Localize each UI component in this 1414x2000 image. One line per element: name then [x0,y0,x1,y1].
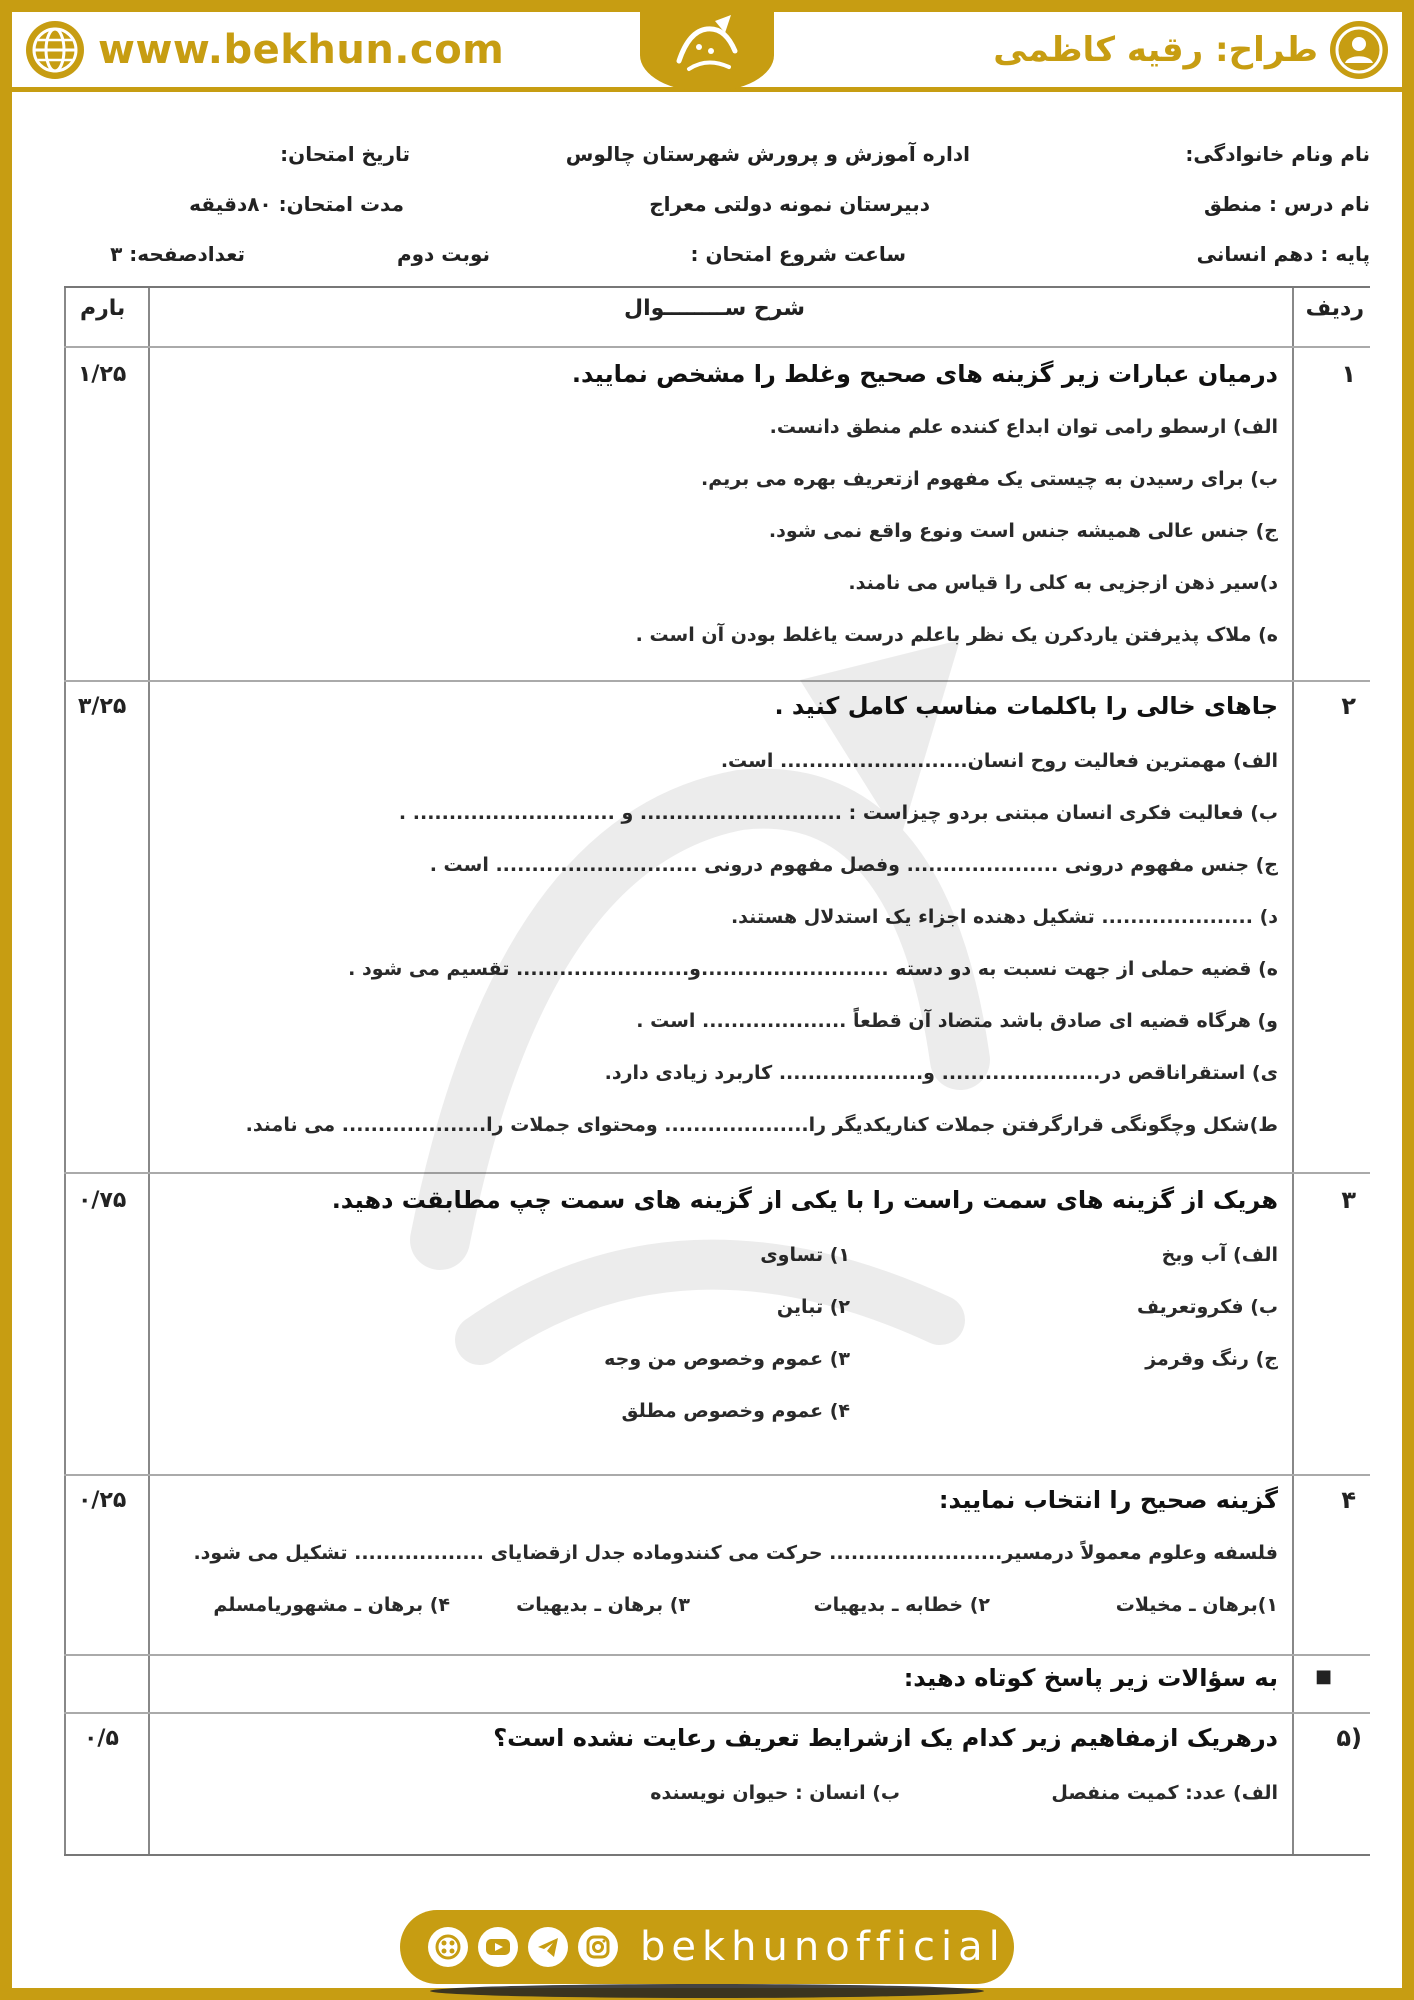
match-right-item: ب) فکروتعریف [1137,1296,1278,1318]
question-5-item: الف) عدد: کمیت منفصل [1051,1782,1278,1804]
question-2-item: و) هرگاه قضیه ای صادق باشد متضاد آن قطعاً .................... است . [636,1010,1278,1032]
question-1-item: ه) ملاک پذیرفتن یاردکرن یک نظر باعلم درست یاغلط بودن آن است . [635,624,1278,646]
question-3-number: ۳ [1341,1186,1356,1214]
exam-duration: مدت امتحان: ۸۰دقیقه [189,192,404,216]
youtube-icon[interactable] [478,1927,518,1967]
header-divider [64,346,1370,348]
social-handle[interactable]: bekhunofficial [640,1924,1006,1970]
header-score-label: بارم [80,296,126,321]
site-link[interactable] [26,22,504,78]
question-1-item: الف) ارسطو رامی توان ابداع کننده علم منطق دانست. [769,416,1278,438]
question-4-number: ۴ [1341,1486,1356,1514]
question-1-number: ۱ [1341,360,1356,388]
subject-label: نام درس : منطق [1204,192,1370,216]
match-left-item: ۲) تباین [776,1296,850,1318]
question-2-number: ۲ [1341,692,1356,720]
header-question-label: شرح ســــــــوال [624,296,806,321]
section-note: به سؤالات زیر پاسخ کوتاه دهید: [903,1664,1278,1692]
question-5-number: ۵) [1336,1724,1362,1752]
table-border-left [64,288,66,1854]
footer-shadow [430,1984,984,1998]
school-name: دبیرستان نمونه دولتی معراج [649,192,930,216]
aparat-icon[interactable] [428,1927,468,1967]
question-1-item: ج) جنس عالی همیشه جنس است ونوع واقع نمی شود. [768,520,1278,542]
row-divider [64,1172,1370,1174]
designer-name: طراح: رقیه کاظمی [993,30,1318,70]
question-2-item: ج) جنس مفهوم درونی ..................... وفصل مفهوم درونی ............................ است . [429,854,1278,876]
start-time-label: ساعت شروع امتحان : [690,242,906,266]
score-column-divider [148,288,150,1854]
question-2-item: د) ..................... تشکیل دهنده اجزاء یک استدلال هستند. [730,906,1278,928]
question-2-score: ۳/۲۵ [78,694,127,719]
telegram-icon[interactable] [528,1927,568,1967]
question-1-score: ۱/۲۵ [78,362,127,387]
exam-session: نوبت دوم [396,242,490,266]
question-2-item: ی) استقراناقص در...................... و.................... کاربرد زیادی دارد. [604,1062,1278,1084]
exam-header [60,130,1370,280]
question-2-item: ب) فعالیت فکری انسان مبتنی بردو چیزاست : ............................ و ............................ . [398,802,1278,824]
question-5-title: درهریک ازمفاهیم زیر کدام یک ازشرایط تعریف رعایت نشده است؟ [493,1724,1278,1752]
option-1: ۱)برهان ـ مخیلات [1115,1594,1278,1616]
option-3: ۳) برهان ـ بدیهیات [516,1594,690,1616]
row-divider [64,1474,1370,1476]
option-2: ۲) خطابه ـ بدیهیات [813,1594,990,1616]
question-1-title: درمیان عبارات زیر گزینه های صحیح وغلط را مشخص نمایید. [571,360,1278,388]
social-footer[interactable] [400,1910,1014,1984]
exam-date-label: تاریخ امتحان: [280,142,410,166]
section-bullet: ■ [1314,1666,1332,1687]
instagram-icon[interactable] [578,1927,618,1967]
question-table [64,286,1370,1856]
question-2-item: ه) قضیه حملی از جهت نسبت به دو دسته ..........................و........................ تقسیم می شود . [348,958,1278,980]
question-3-score: ۰/۷۵ [78,1188,127,1213]
row-divider [64,680,1370,682]
question-5-score: ۰/۵ [84,1726,119,1751]
question-1-item: ب) برای رسیدن به چیستی یک مفهوم ازتعریف بهره می بریم. [701,468,1278,490]
question-1-item: د)سیر ذهن ازجزیی به کلی را قیاس می نامند. [848,572,1278,594]
header-row-label: ردیف [1305,296,1364,321]
question-2-title: جاهای خالی را باکلمات مناسب کامل کنید . [774,692,1278,720]
question-5-item: ب) انسان : حیوان نویسنده [650,1782,900,1804]
match-right-item: ج) رنگ وقرمز [1145,1348,1278,1370]
row-divider [64,1654,1370,1656]
site-url[interactable]: www.bekhun.com [98,27,505,73]
row-column-divider [1292,288,1294,1854]
match-left-item: ۳) عموم وخصوص من وجه [604,1348,850,1370]
person-icon [1330,21,1388,79]
question-2-item: ط)شکل وچگونگی قرارگرفتن جملات کناریکدیگر را.................... ومحتوای جملات را.................... می نامند. [245,1114,1278,1136]
match-left-item: ۴) عموم وخصوص مطلق [621,1400,850,1422]
option-4: ۴) برهان ـ مشهوریامسلم [213,1594,450,1616]
question-4-score: ۰/۲۵ [78,1488,127,1513]
page-count: تعدادصفحه: ۳ [110,242,245,266]
match-left-item: ۱) تساوی [760,1244,850,1266]
grade-label: پایه : دهم انسانی [1196,242,1370,266]
globe-icon [26,21,84,79]
bekhun-logo [640,0,774,92]
question-3-title: هریک از گزینه های سمت راست را با یکی از گزینه های سمت چپ مطابقت دهید. [331,1186,1278,1214]
row-divider [64,1712,1370,1714]
question-4-title: گزینه صحیح را انتخاب نمایید: [938,1486,1278,1514]
designer-credit [993,22,1388,78]
match-right-item: الف) آب وبخ [1161,1244,1278,1266]
question-4-sentence: فلسفه وعلوم معمولاً درمسیر........................ حرکت می کنندوماده جدل ازقضایای .................. تشکیل می شود. [193,1542,1278,1564]
question-2-item: الف) مهمترین فعالیت روح انسان.......................... است. [720,750,1278,772]
organization: اداره آموزش و پرورش شهرستان چالوس [565,142,970,166]
student-name-label: نام ونام خانوادگی: [1185,142,1370,166]
